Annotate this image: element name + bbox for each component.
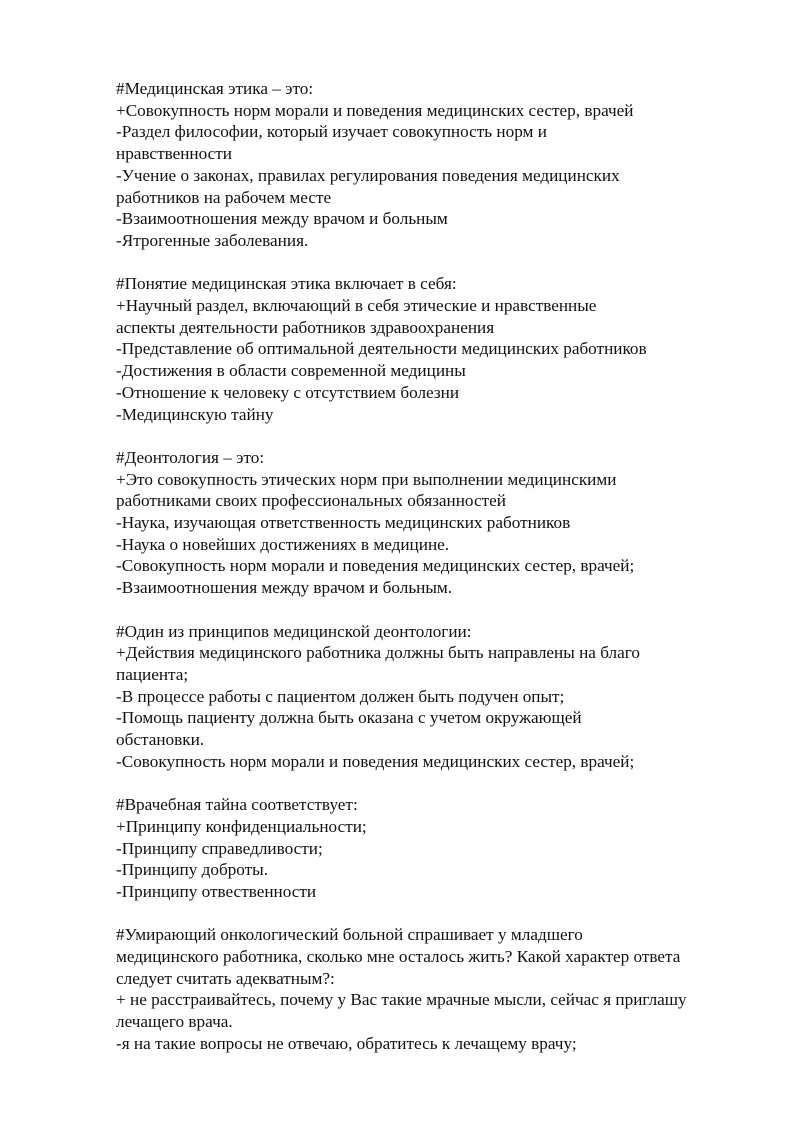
answer-line: работниками своих профессиональных обязанностей [116, 491, 506, 511]
question-text: #Один из принципов медицинской деонтологии: [116, 621, 472, 641]
answer-line: -Принципу отвественности [116, 881, 317, 901]
question-block-6 [116, 924, 756, 1054]
question-block-3 [116, 447, 756, 599]
answer-line: -Взаимоотношения между врачом и больным [116, 209, 448, 229]
answer-line: -Помощь пациенту должна быть оказана с учетом окружающей [116, 708, 582, 728]
question-text: #Умирающий онкологический больной спрашивает у младшего [116, 925, 583, 945]
answer-line: -Отношение к человеку с отсутствием болезни [116, 382, 460, 402]
answer-line: -Принципу доброты. [116, 860, 269, 880]
answer-line: нравственности [116, 144, 232, 164]
answer-line: -Совокупность норм морали и поведения медицинских сестер, врачей; [116, 556, 635, 576]
answer-line: -Представление об оптимальной деятельности медицинских работников [116, 339, 647, 359]
document-content [116, 78, 756, 1076]
answer-line: +Совокупность норм морали и поведения медицинских сестер, врачей [116, 100, 634, 120]
answer-line: -Совокупность норм морали и поведения медицинских сестер, врачей; [116, 751, 635, 771]
answer-line: +Принципу конфиденциальности; [116, 816, 367, 836]
answer-line: -Взаимоотношения между врачом и больным. [116, 578, 453, 598]
question-text: следует считать адекватным?: [116, 968, 335, 988]
answer-line: + не расстраивайтесь, почему у Вас такие мрачные мысли, сейчас я приглашу [116, 990, 687, 1010]
answer-line: -Ятрогенные заболевания. [116, 230, 309, 250]
answer-line: -Принципу справедливости; [116, 838, 323, 858]
answer-line: обстановки. [116, 730, 205, 750]
answer-line: -Достижения в области современной медицины [116, 361, 466, 381]
answer-line: -В процессе работы с пациентом должен быть подучен опыт; [116, 686, 565, 706]
question-text: #Медицинская этика – это: [116, 79, 314, 98]
answer-line: -я на такие вопросы не отвечаю, обратитесь к лечащему врачу; [116, 1033, 577, 1053]
question-text: #Деонтология – это: [116, 447, 265, 467]
question-block-2 [116, 273, 756, 425]
answer-line: аспекты деятельности работников здравоохранения [116, 317, 495, 337]
question-block-4 [116, 621, 756, 773]
answer-line: лечащего врача. [116, 1012, 233, 1032]
question-text: #Врачебная тайна соответствует: [116, 795, 358, 815]
question-block-1 [116, 78, 756, 252]
answer-line: -Наука, изучающая ответственность медицинских работников [116, 513, 571, 533]
answer-line: +Действия медицинского работника должны быть направлены на благо [116, 643, 640, 663]
question-block-5 [116, 794, 756, 903]
answer-line: +Научный раздел, включающий в себя этические и нравственные [116, 296, 597, 316]
answer-line: -Наука о новейших достижениях в медицине. [116, 534, 450, 554]
answer-line: пациента; [116, 664, 189, 684]
answer-line: +Это совокупность этических норм при выполнении медицинскими [116, 469, 617, 489]
answer-line: -Раздел философии, который изучает совокупность норм и [116, 122, 547, 142]
question-text: #Понятие медицинская этика включает в себя: [116, 274, 457, 294]
answer-line: -Медицинскую тайну [116, 404, 274, 424]
question-text: медицинского работника, сколько мне осталось жить? Какой характер ответа [116, 947, 681, 967]
answer-line: -Учение о законах, правилах регулирования поведения медицинских [116, 165, 620, 185]
answer-line: работников на рабочем месте [116, 187, 332, 207]
